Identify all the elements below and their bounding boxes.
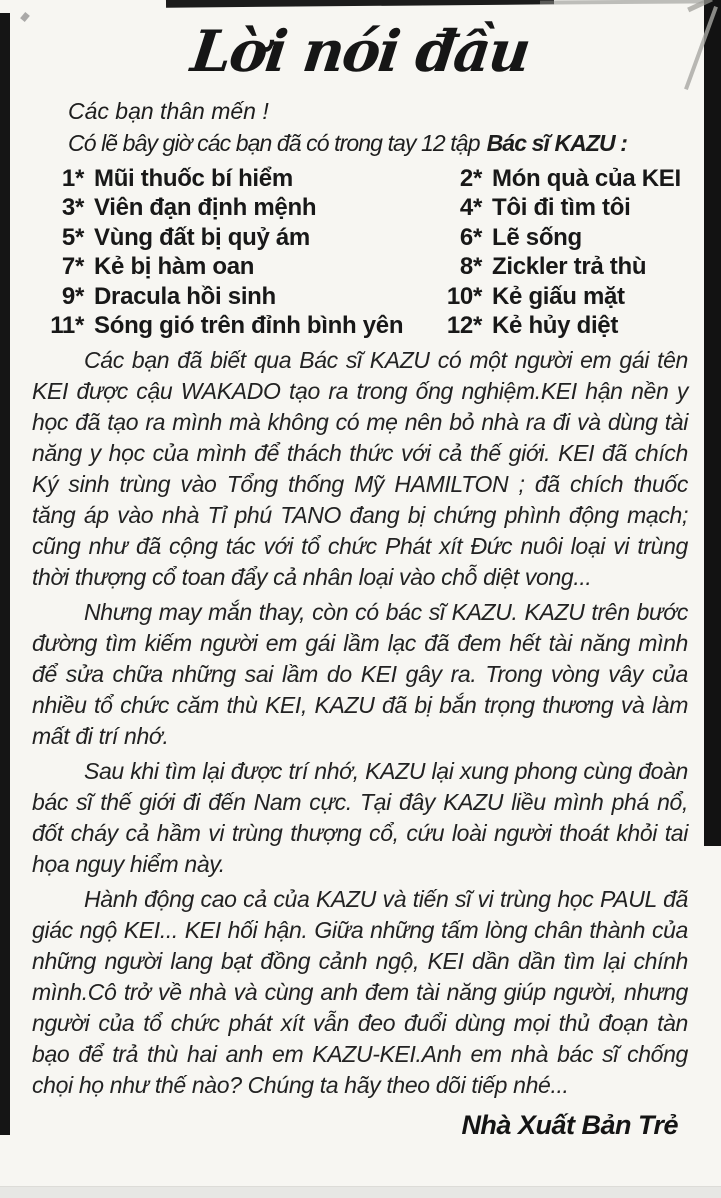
scan-edge-right	[704, 0, 721, 846]
volume-item	[430, 311, 688, 341]
series-name: Bác sĩ KAZU :	[486, 129, 627, 156]
volume-number: 4*	[459, 194, 482, 222]
volume-title: Tôi đi tìm tôi	[492, 194, 631, 222]
body-paragraph-2: Nhưng may mắn thay, còn có bác sĩ KAZU. KAZU trên bước đường tìm kiếm người em gái lầm lạc đã đem hết tài năng mình để sửa chữa những sai lầm do KEI gây ra. Trong vòng vây của nhiều tổ chức căm thù KEI, KAZU đã bị bắn trọng thương và làm mất đi trí nhớ.	[32, 598, 688, 749]
scan-edge-bottom	[0, 1186, 721, 1198]
scan-edge-left	[0, 13, 10, 1135]
volume-title: Vùng đất bị quỷ ám	[94, 223, 310, 251]
volume-item	[32, 282, 430, 312]
volume-title: Kẻ giấu mặt	[492, 282, 625, 310]
volume-title: Kẻ hủy diệt	[492, 312, 619, 340]
volume-number: 11*	[50, 312, 84, 340]
volume-item	[32, 252, 430, 282]
intro-text: Có lẽ bây giờ các bạn đã có trong tay 12 tập	[68, 129, 480, 156]
volume-title: Viên đạn định mệnh	[94, 194, 317, 222]
volume-item	[430, 223, 688, 253]
scan-edge-top-shadow	[540, 0, 710, 5]
volume-title: Sóng gió trên đỉnh bình yên	[94, 312, 404, 340]
volume-title: Zickler trả thù	[492, 253, 647, 281]
body-paragraph-4: Hành động cao cả của KAZU và tiến sĩ vi trùng học PAUL đã giác ngộ KEI... KEI hối hận. Giữa những tấm lòng chân thành của những người lang bạt đồng cảnh ngộ, KEI dần dần tìm lại chính mình.Cô trở về nhà và cùng anh đem tài năng giúp người, nhưng người của tổ chức phát xít vẫn đeo đuổi dùng mọi thủ đoạn tàn bạo để trả thù hai anh em KAZU-KEI.Anh em nhà bác sĩ chống chọi họ như thế nào? Chúng ta hãy theo dõi tiếp nhé...	[32, 885, 688, 1098]
volume-item	[430, 164, 688, 194]
volume-item	[430, 282, 688, 312]
volume-list	[32, 164, 688, 341]
publisher-signature: Nhà Xuất Bản Trẻ	[461, 1109, 678, 1140]
page-content	[10, 12, 704, 1182]
volume-number: 7*	[61, 253, 84, 281]
volume-number: 8*	[459, 253, 482, 281]
volume-number: 10*	[446, 282, 482, 310]
volume-title: Mũi thuốc bí hiểm	[94, 164, 293, 192]
volume-item	[32, 223, 430, 253]
intro-line	[68, 128, 688, 159]
volume-title: Lẽ sống	[492, 223, 582, 251]
volume-item	[32, 193, 430, 223]
volume-item	[430, 193, 688, 223]
greeting-line: Các bạn thân mến !	[68, 97, 269, 124]
volume-item	[32, 164, 430, 194]
volume-title: Dracula hồi sinh	[94, 282, 276, 310]
volume-number: 1*	[61, 164, 84, 192]
scan-edge-top	[166, 0, 554, 8]
volume-number: 3*	[61, 194, 84, 222]
body-paragraph-1: Các bạn đã biết qua Bác sĩ KAZU có một người em gái tên KEI được cậu WAKADO tạo ra trong ống nghiệm.KEI hận nền y học đã tạo ra mình mà không có mẹ nên bỏ nhà ra đi và dùng tài năng y học của mình để thách thức với cả thế giới. KEI đã chích Ký sinh trùng vào Tổng thống Mỹ HAMILTON ; đã chích thuốc tăng áp vào nhà Tỉ phú TANO đang bị chứng phình động mạch; cũng như đã cộng tác với tổ chức Phát xít Đức nuôi loại vi trùng thời thượng cổ toan đẩy cả nhân loại vào chỗ diệt vong...	[32, 346, 688, 590]
volume-number: 12*	[446, 312, 482, 340]
volume-title: Món quà của KEI	[492, 164, 681, 192]
volume-title: Kẻ bị hàm oan	[94, 253, 255, 281]
volume-item	[32, 311, 430, 341]
volume-number: 9*	[61, 282, 84, 310]
volume-number: 5*	[61, 223, 84, 251]
volume-number: 2*	[459, 164, 482, 192]
volume-number: 6*	[459, 223, 482, 251]
body-paragraph-3: Sau khi tìm lại được trí nhớ, KAZU lại xung phong cùng đoàn bác sĩ thế giới đi đến Nam cực. Tại đây KAZU liều mình phá nổ, đốt cháy cả hầm vi trùng thượng cổ, cứu loài người thoát khỏi tai họa nguy hiểm này.	[32, 757, 688, 877]
page-title: Lời nói đầu	[187, 18, 533, 85]
volume-item	[430, 252, 688, 282]
